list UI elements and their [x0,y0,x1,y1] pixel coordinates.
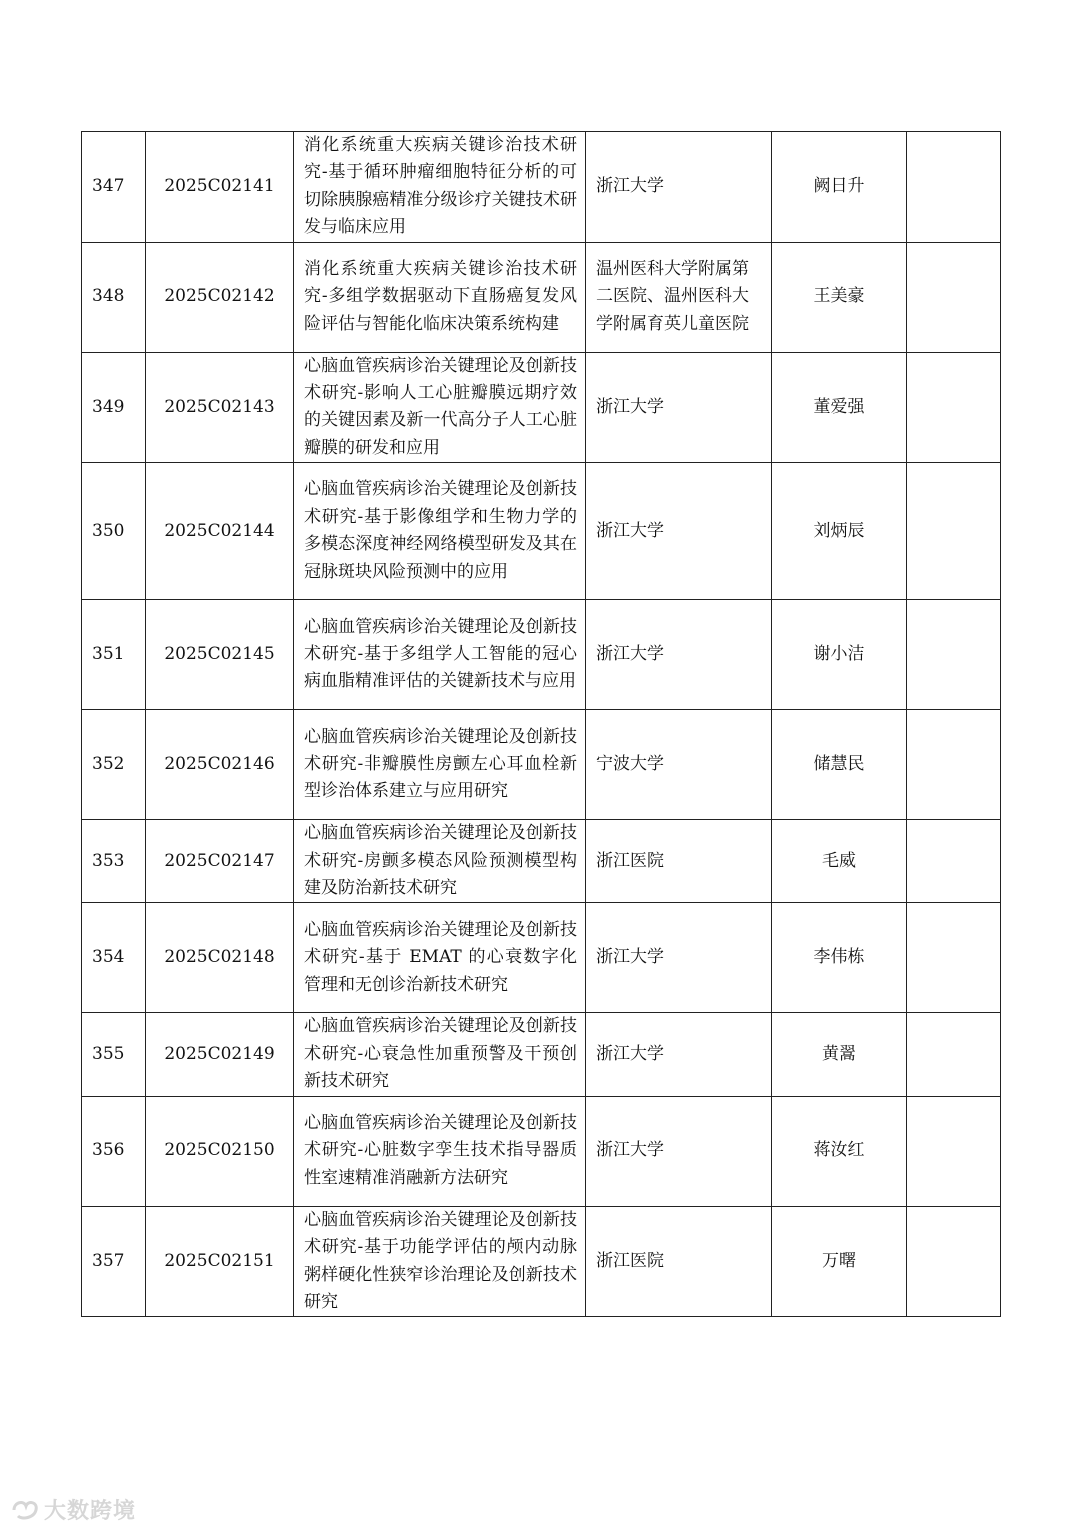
institution-cell: 浙江大学 [586,352,772,463]
project-code-cell: 2025C02143 [146,352,294,463]
row-number-cell: 355 [82,1013,146,1096]
row-number-cell: 349 [82,352,146,463]
table-row [82,600,1001,710]
row-number-cell: 352 [82,710,146,820]
institution-cell: 浙江大学 [586,463,772,600]
brand-logo-icon [10,1498,40,1522]
project-title-cell: 心脑血管疾病诊治关键理论及创新技术研究-基于功能学评估的颅内动脉粥样硬化性狭窄诊治理论及创新技术研究 [294,1206,586,1317]
institution-cell: 浙江大学 [586,1096,772,1206]
remark-cell [907,820,1001,903]
lead-person-cell: 蒋汝红 [772,1096,907,1206]
lead-person-cell: 阙日升 [772,132,907,243]
remark-cell [907,1206,1001,1317]
row-number-cell: 356 [82,1096,146,1206]
project-title-cell: 心脑血管疾病诊治关键理论及创新技术研究-心脏数字孪生技术指导器质性室速精准消融新方法研究 [294,1096,586,1206]
table-row [82,710,1001,820]
lead-person-cell: 刘炳辰 [772,463,907,600]
project-title-cell: 心脑血管疾病诊治关键理论及创新技术研究-基于 EMAT 的心衰数字化管理和无创诊治新技术研究 [294,903,586,1013]
lead-person-cell: 李伟栋 [772,903,907,1013]
institution-cell: 浙江医院 [586,1206,772,1317]
institution-cell: 浙江大学 [586,600,772,710]
table-row [82,242,1001,352]
remark-cell [907,242,1001,352]
project-code-cell: 2025C02150 [146,1096,294,1206]
row-number-cell: 347 [82,132,146,243]
project-title-cell: 消化系统重大疾病关键诊治技术研究-基于循环肿瘤细胞特征分析的可切除胰腺癌精准分级诊疗关键技术研发与临床应用 [294,132,586,243]
project-code-cell: 2025C02147 [146,820,294,903]
remark-cell [907,1096,1001,1206]
remark-cell [907,463,1001,600]
project-title-cell: 心脑血管疾病诊治关键理论及创新技术研究-心衰急性加重预警及干预创新技术研究 [294,1013,586,1096]
row-number-cell: 357 [82,1206,146,1317]
project-table [81,131,1001,1317]
table-row [82,352,1001,463]
row-number-cell: 351 [82,600,146,710]
project-code-cell: 2025C02148 [146,903,294,1013]
table-row [82,820,1001,903]
project-title-cell: 心脑血管疾病诊治关键理论及创新技术研究-影响人工心脏瓣膜远期疗效的关键因素及新一代高分子人工心脏瓣膜的研发和应用 [294,352,586,463]
lead-person-cell: 王美豪 [772,242,907,352]
table-row [82,1096,1001,1206]
table-body [82,132,1001,1317]
remark-cell [907,1013,1001,1096]
project-code-cell: 2025C02142 [146,242,294,352]
row-number-cell: 350 [82,463,146,600]
lead-person-cell: 董爱强 [772,352,907,463]
institution-cell: 温州医科大学附属第二医院、温州医科大学附属育英儿童医院 [586,242,772,352]
project-title-cell: 心脑血管疾病诊治关键理论及创新技术研究-房颤多模态风险预测模型构建及防治新技术研究 [294,820,586,903]
remark-cell [907,132,1001,243]
project-title-cell: 心脑血管疾病诊治关键理论及创新技术研究-非瓣膜性房颤左心耳血栓新型诊治体系建立与应用研究 [294,710,586,820]
project-code-cell: 2025C02144 [146,463,294,600]
remark-cell [907,903,1001,1013]
project-title-cell: 心脑血管疾病诊治关键理论及创新技术研究-基于多组学人工智能的冠心病血脂精准评估的关键新技术与应用 [294,600,586,710]
project-code-cell: 2025C02149 [146,1013,294,1096]
lead-person-cell: 毛威 [772,820,907,903]
table-row [82,1206,1001,1317]
watermark-text: 大数跨境 [44,1499,137,1524]
institution-cell: 宁波大学 [586,710,772,820]
project-code-cell: 2025C02145 [146,600,294,710]
remark-cell [907,352,1001,463]
remark-cell [907,710,1001,820]
lead-person-cell: 黄翯 [772,1013,907,1096]
institution-cell: 浙江大学 [586,1013,772,1096]
project-title-cell: 心脑血管疾病诊治关键理论及创新技术研究-基于影像组学和生物力学的多模态深度神经网络模型研发及其在冠脉斑块风险预测中的应用 [294,463,586,600]
remark-cell [907,600,1001,710]
institution-cell: 浙江大学 [586,903,772,1013]
project-code-cell: 2025C02141 [146,132,294,243]
row-number-cell: 353 [82,820,146,903]
project-title-cell: 消化系统重大疾病关键诊治技术研究-多组学数据驱动下直肠癌复发风险评估与智能化临床决策系统构建 [294,242,586,352]
table-row [82,463,1001,600]
watermark [10,1494,136,1525]
project-code-cell: 2025C02146 [146,710,294,820]
lead-person-cell: 谢小洁 [772,600,907,710]
project-code-cell: 2025C02151 [146,1206,294,1317]
row-number-cell: 348 [82,242,146,352]
lead-person-cell: 储慧民 [772,710,907,820]
table-row [82,903,1001,1013]
row-number-cell: 354 [82,903,146,1013]
lead-person-cell: 万曙 [772,1206,907,1317]
institution-cell: 浙江医院 [586,820,772,903]
table-row [82,132,1001,243]
table-row [82,1013,1001,1096]
institution-cell: 浙江大学 [586,132,772,243]
